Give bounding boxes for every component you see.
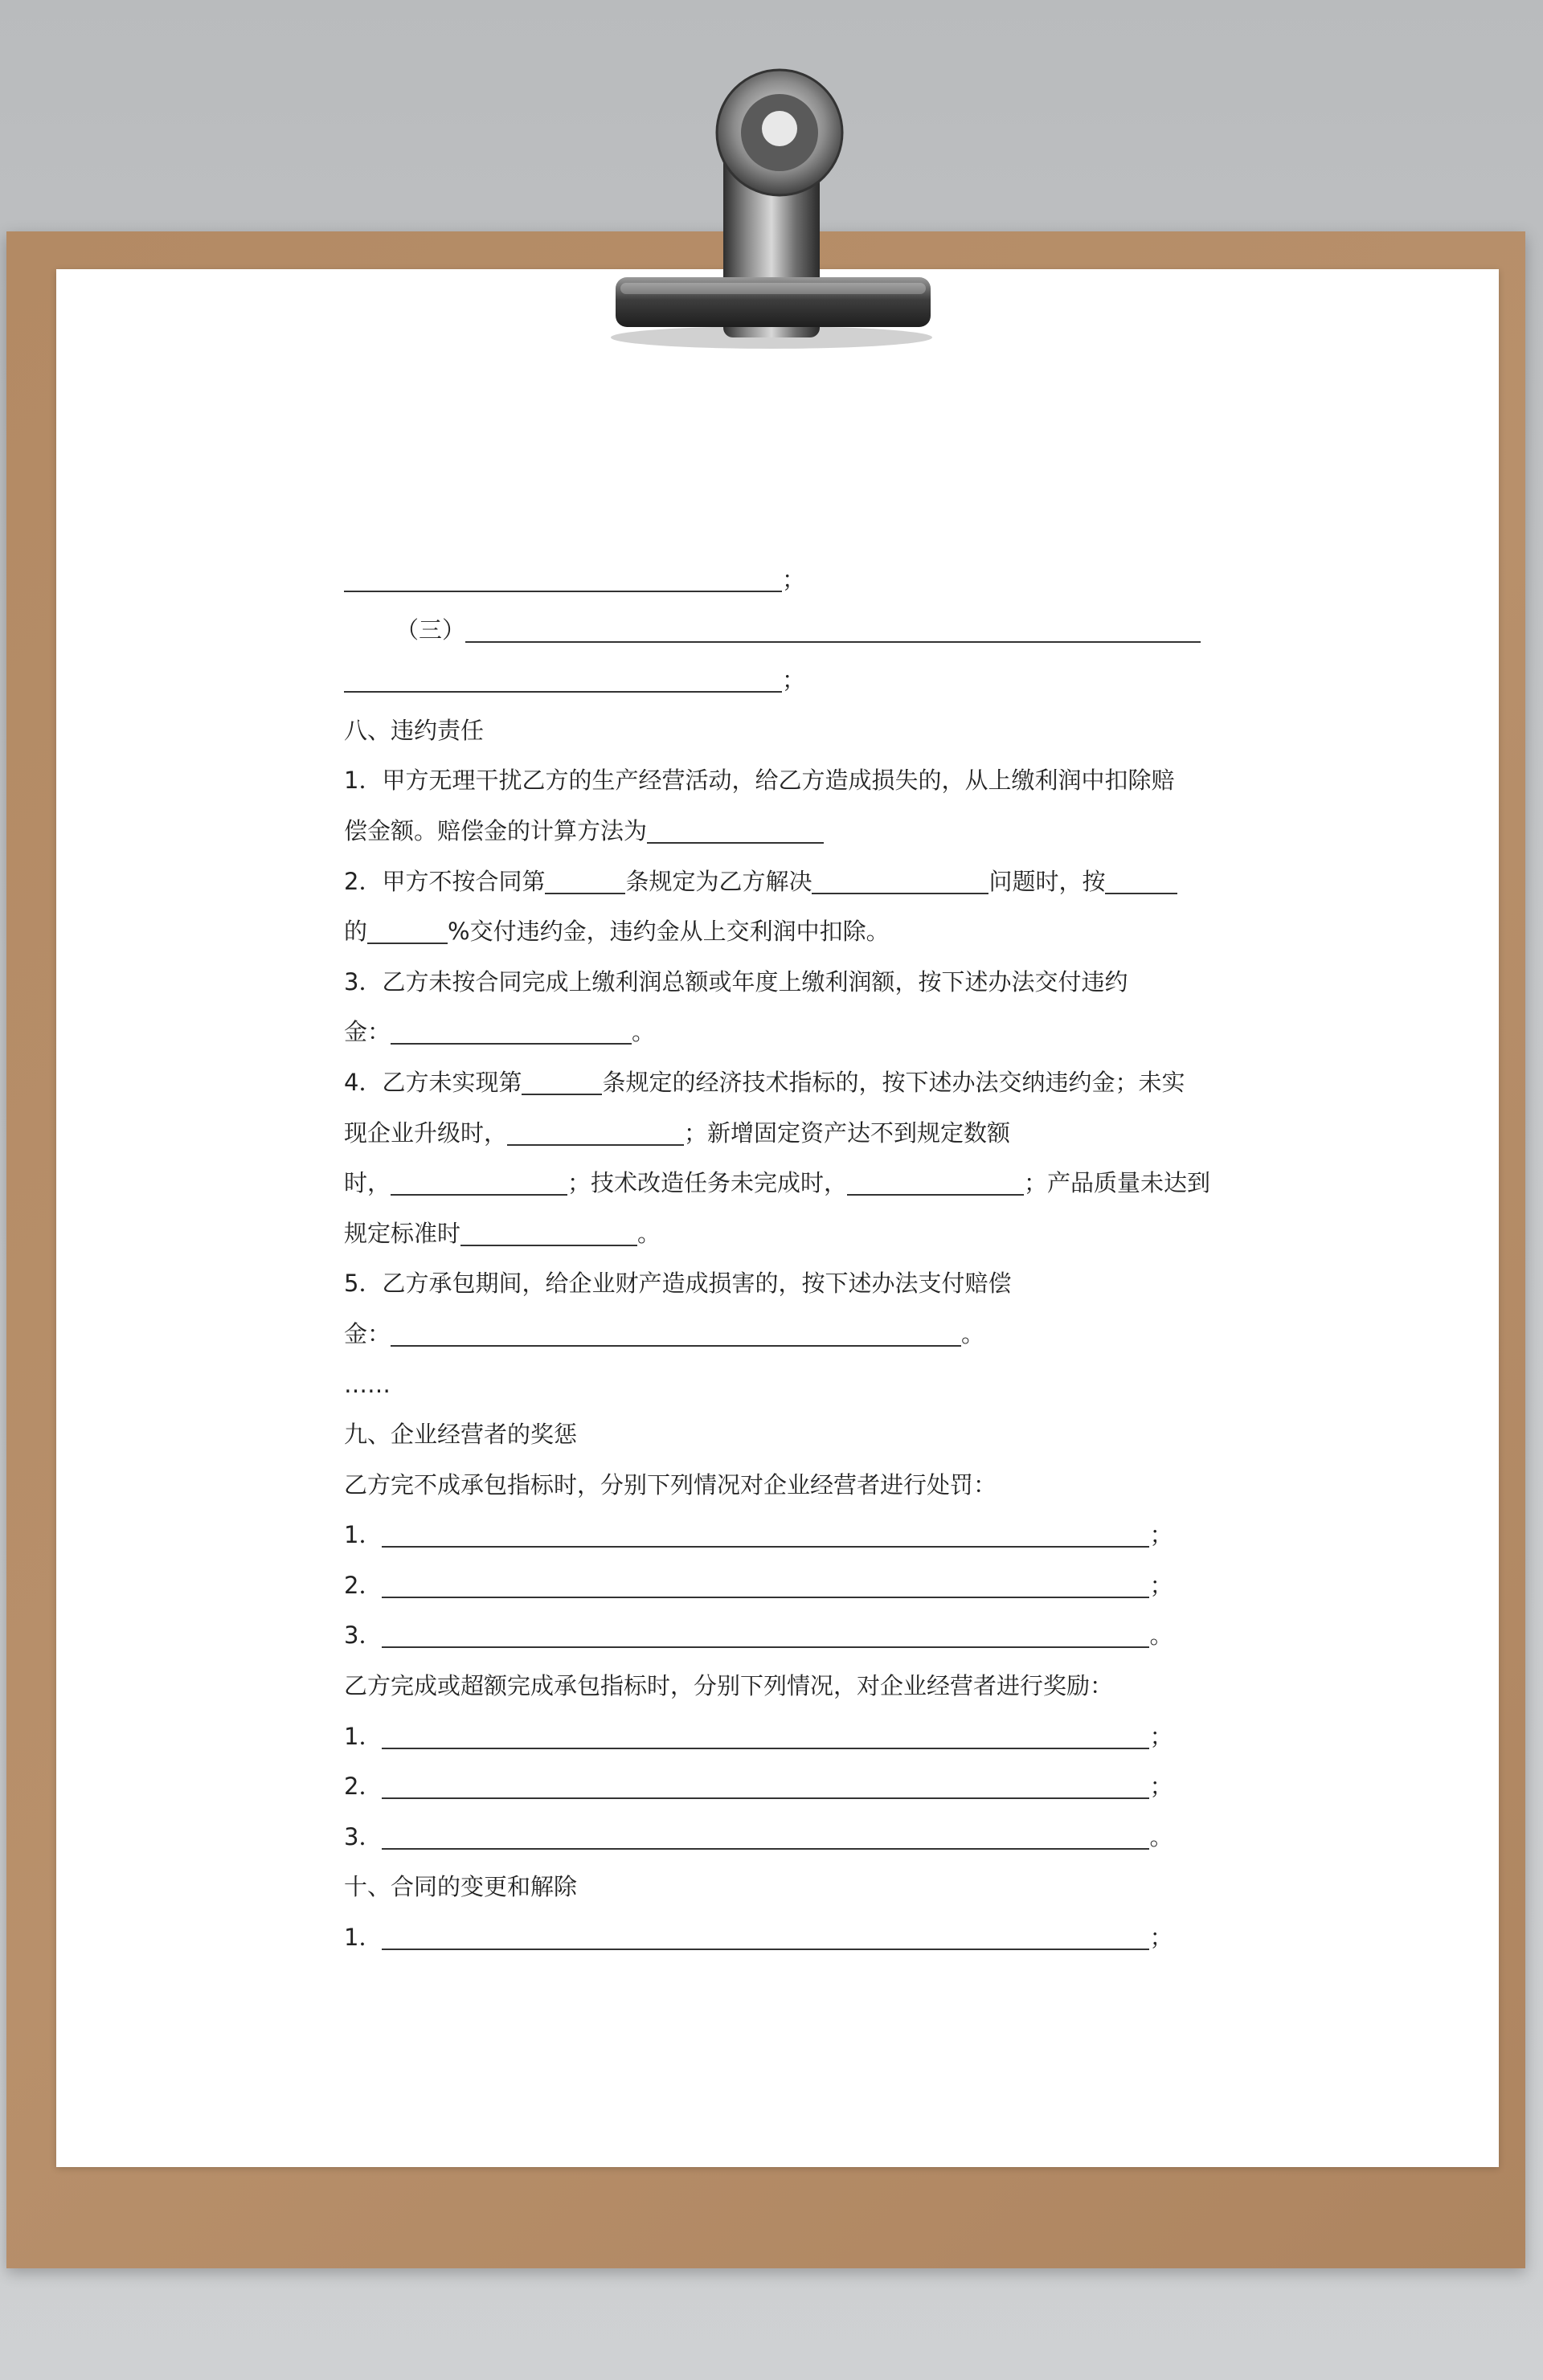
- fill-in-blank[interactable]: [522, 1063, 602, 1095]
- text-segment: %交付违约金，违约金从上交利润中扣除。: [448, 918, 890, 946]
- document-line: [344, 1610, 1200, 1661]
- fill-in-blank[interactable]: [647, 812, 824, 844]
- document-line: [344, 1108, 1200, 1159]
- text-segment: 偿金额。赔偿金的计算方法为: [344, 816, 648, 844]
- document-line: [344, 1007, 1200, 1057]
- document-line: [344, 1711, 1200, 1762]
- document-line: [344, 1862, 1200, 1912]
- text-segment: 金：: [344, 1319, 391, 1347]
- text-segment: 规定标准时: [344, 1219, 461, 1247]
- document-line: [344, 1560, 1200, 1611]
- text-segment: 。: [1149, 1822, 1173, 1850]
- fill-in-blank[interactable]: [1105, 862, 1177, 894]
- fill-in-blank[interactable]: [460, 1214, 637, 1246]
- document-line: [344, 857, 1200, 907]
- fill-in-blank[interactable]: [382, 1767, 1149, 1799]
- document-line: [344, 806, 1200, 857]
- text-segment: 2．甲方不按合同第: [344, 867, 546, 895]
- document-line: [344, 1208, 1200, 1259]
- document-line: [344, 1812, 1200, 1863]
- fill-in-blank[interactable]: [344, 660, 782, 693]
- document-line: [344, 957, 1200, 1008]
- document-line: [344, 1158, 1211, 1208]
- text-segment: ；: [782, 666, 806, 694]
- text-segment: 的: [344, 918, 368, 946]
- fill-in-blank[interactable]: [367, 912, 448, 944]
- fill-in-blank[interactable]: [391, 1012, 632, 1045]
- text-segment: ……: [344, 1370, 391, 1398]
- text-segment: 5．乙方承包期间，给企业财产造成损害的，按下述办法支付赔偿: [344, 1270, 1012, 1298]
- fill-in-blank[interactable]: [382, 1717, 1149, 1749]
- fill-in-blank[interactable]: [812, 862, 988, 894]
- text-segment: （三）: [395, 615, 466, 644]
- text-segment: 1．: [344, 1722, 383, 1750]
- text-segment: 1．: [344, 1924, 383, 1952]
- text-segment: 3．乙方未按合同完成上缴利润总额或年度上缴利润额，按下述办法交付违约: [344, 967, 1128, 996]
- text-segment: ；: [1149, 1722, 1173, 1750]
- fill-in-blank[interactable]: [382, 1566, 1149, 1598]
- text-segment: 2．: [344, 1571, 383, 1599]
- text-segment: 十、合同的变更和解除: [344, 1873, 578, 1901]
- fill-in-blank[interactable]: [382, 1918, 1149, 1950]
- document-line: [344, 1360, 1200, 1410]
- document-line: [344, 755, 1200, 806]
- fill-in-blank[interactable]: [847, 1163, 1024, 1196]
- binder-clip-icon: [579, 48, 948, 354]
- document-line: [344, 1661, 1200, 1711]
- document-line: [344, 1309, 1200, 1360]
- text-segment: 3．: [344, 1822, 383, 1850]
- text-segment: 。: [961, 1319, 985, 1347]
- text-segment: 问题时，按: [988, 867, 1106, 895]
- text-segment: 4．乙方未实现第: [344, 1068, 522, 1096]
- document-line: [344, 1912, 1200, 1963]
- fill-in-blank[interactable]: [391, 1163, 567, 1196]
- document-line: [344, 554, 1200, 605]
- text-segment: 金：: [344, 1018, 391, 1046]
- text-segment: ；: [782, 566, 806, 593]
- document-line: [344, 1460, 1200, 1511]
- contract-text: [344, 554, 1211, 1963]
- fill-in-blank[interactable]: [391, 1315, 961, 1347]
- text-segment: 。: [1149, 1621, 1173, 1650]
- text-segment: 。: [632, 1018, 656, 1046]
- document-line: [344, 705, 1200, 756]
- fill-in-blank[interactable]: [507, 1114, 684, 1146]
- text-segment: 九、企业经营者的奖惩: [344, 1421, 578, 1449]
- document-line: [344, 1761, 1200, 1812]
- fill-in-blank[interactable]: [382, 1616, 1149, 1648]
- text-segment: 现企业升级时，: [344, 1118, 508, 1147]
- text-segment: 条规定的经济技术指标的，按下述办法交纳违约金；未实: [602, 1068, 1185, 1096]
- document-line: [344, 1057, 1200, 1108]
- document-line: [344, 605, 1200, 656]
- text-segment: 1．: [344, 1521, 383, 1549]
- text-segment: ；新增固定资产达不到规定数额: [684, 1118, 1011, 1147]
- text-segment: 1．甲方无理干扰乙方的生产经营活动，给乙方造成损失的，从上缴利润中扣除赔: [344, 767, 1175, 795]
- document-line: [344, 1258, 1200, 1309]
- text-segment: 乙方完不成承包指标时，分别下列情况对企业经营者进行处罚：: [344, 1470, 997, 1499]
- text-segment: 乙方完成或超额完成承包指标时，分别下列情况，对企业经营者进行奖励：: [344, 1672, 1114, 1700]
- document-line: [344, 906, 1200, 957]
- text-segment: ；: [1149, 1571, 1173, 1599]
- text-segment: ；产品质量未达到: [1024, 1169, 1211, 1197]
- text-segment: ；: [1149, 1521, 1173, 1549]
- text-segment: 2．: [344, 1773, 383, 1801]
- text-segment: 时，: [344, 1169, 391, 1197]
- document-line: [344, 655, 1200, 705]
- document-line: [344, 1409, 1200, 1460]
- text-segment: ；技术改造任务未完成时，: [567, 1169, 848, 1197]
- text-segment: 条规定为乙方解决: [625, 867, 812, 895]
- text-segment: ；: [1149, 1924, 1173, 1952]
- document-line: [344, 1510, 1200, 1560]
- text-segment: 八、违约责任: [344, 716, 485, 744]
- text-segment: 。: [637, 1219, 661, 1247]
- fill-in-blank[interactable]: [382, 1515, 1149, 1548]
- fill-in-blank[interactable]: [344, 560, 782, 592]
- text-segment: 3．: [344, 1621, 383, 1650]
- fill-in-blank[interactable]: [545, 862, 625, 894]
- text-segment: ；: [1149, 1773, 1173, 1801]
- fill-in-blank[interactable]: [382, 1818, 1149, 1850]
- fill-in-blank[interactable]: [465, 611, 1201, 643]
